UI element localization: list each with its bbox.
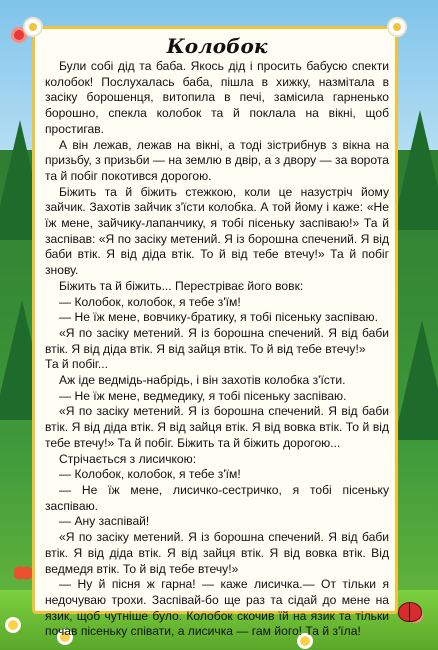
paragraph: Та й побіг... bbox=[45, 357, 108, 372]
ladybug-icon bbox=[398, 602, 422, 622]
paragraph: «Я по засіку метений. Я із борошна спечений. Я від баби втік. Я від діда втік. Я від зайця втік. Я від вовка втік. Від ведмедя втік. То й від тебе втечу!» bbox=[45, 530, 389, 576]
story-panel bbox=[32, 26, 398, 639]
paragraph: — Колобок, колобок, я тебе з'їм! bbox=[59, 294, 241, 309]
paragraph: Біжить та й біжить стежкою, коли це назустріч йому зайчик. Захотів зайчик з'їсти колобка. А той йому і каже: «Не їж мене, зайчику-лапанчику, я тобі пісеньку заспіваю!» Та й заспівав: «Я по засіку метений. Я із борошна спечений. Я від баби втік. Я від діда втік. То й від тебе втечу!» Та й побіг знову. bbox=[45, 184, 389, 278]
butterfly-icon bbox=[14, 566, 32, 580]
paragraph: — Не їж мене, лисичко-сестричко, я тобі пісеньку заспіваю. bbox=[45, 482, 389, 513]
paragraph: — Не їж мене, вовчику-братику, я тобі пісеньку заспіваю. bbox=[59, 310, 378, 325]
daisy-icon bbox=[23, 17, 43, 37]
story-title: Колобок bbox=[166, 34, 268, 58]
paragraph: — Колобок, колобок, я тебе з'їм! bbox=[59, 467, 241, 482]
tree-right-2 bbox=[394, 320, 438, 440]
paragraph: Біжить та й біжить... Перестріває його вовк: bbox=[59, 278, 304, 293]
daisy-icon bbox=[387, 17, 407, 37]
paragraph: «Я по засіку метений. Я із борошна спечений. Я від баби втік. Я від діда втік. Я від зайця втік. То й від тебе втечу!» bbox=[45, 325, 389, 356]
paragraph: «Я по засіку метений. Я із борошна спечений. Я від баби втік. Я від діда втік. Я від зайця втік. Я від вовка втік. То й від тебе втечу!» Та й побіг. Біжить та й біжить дорогою... bbox=[45, 404, 389, 450]
paragraph: — Ану заспівай! bbox=[59, 514, 150, 529]
tree-right bbox=[392, 110, 438, 230]
paragraph: — Ну й пісня ж гарна! — каже лисичка.— От тільки я недочуваю трохи. Заспівай-бо ще раз та сідай до мене на язик, щоб чутніше було. Колобок скочив їй на язик та тільки почав пісеньку співати, а лисичка — гам його! Та й з'їла! bbox=[45, 577, 389, 639]
red-flower-icon bbox=[14, 30, 24, 40]
flower-icon bbox=[8, 620, 18, 630]
paragraph: Були собі дід та баба. Якось дід і просить бабусю спекти колобок! Послухалась баба, пішла в хижку, назмітала в засіку борошенця, витопила в печі, замісила гарненько борошно, спекла колобок та й поклала на вікні, щоб простигав. bbox=[45, 59, 389, 136]
paragraph: А він лежав, лежав на вікні, а тоді зістрибнув з вікна на призьбу, з призьби — на землю в двір, а з двору — за ворота та й побіг покотився дорогою. bbox=[45, 137, 389, 183]
story-text bbox=[45, 59, 389, 640]
paragraph: Аж іде ведмідь-набрідь, і він захотів колобка з'їсти. bbox=[59, 373, 346, 388]
paragraph: Стрічається з лисичкою: bbox=[59, 451, 197, 466]
paragraph: — Не їж мене, ведмедику, я тобі пісеньку заспіваю. bbox=[59, 388, 347, 403]
